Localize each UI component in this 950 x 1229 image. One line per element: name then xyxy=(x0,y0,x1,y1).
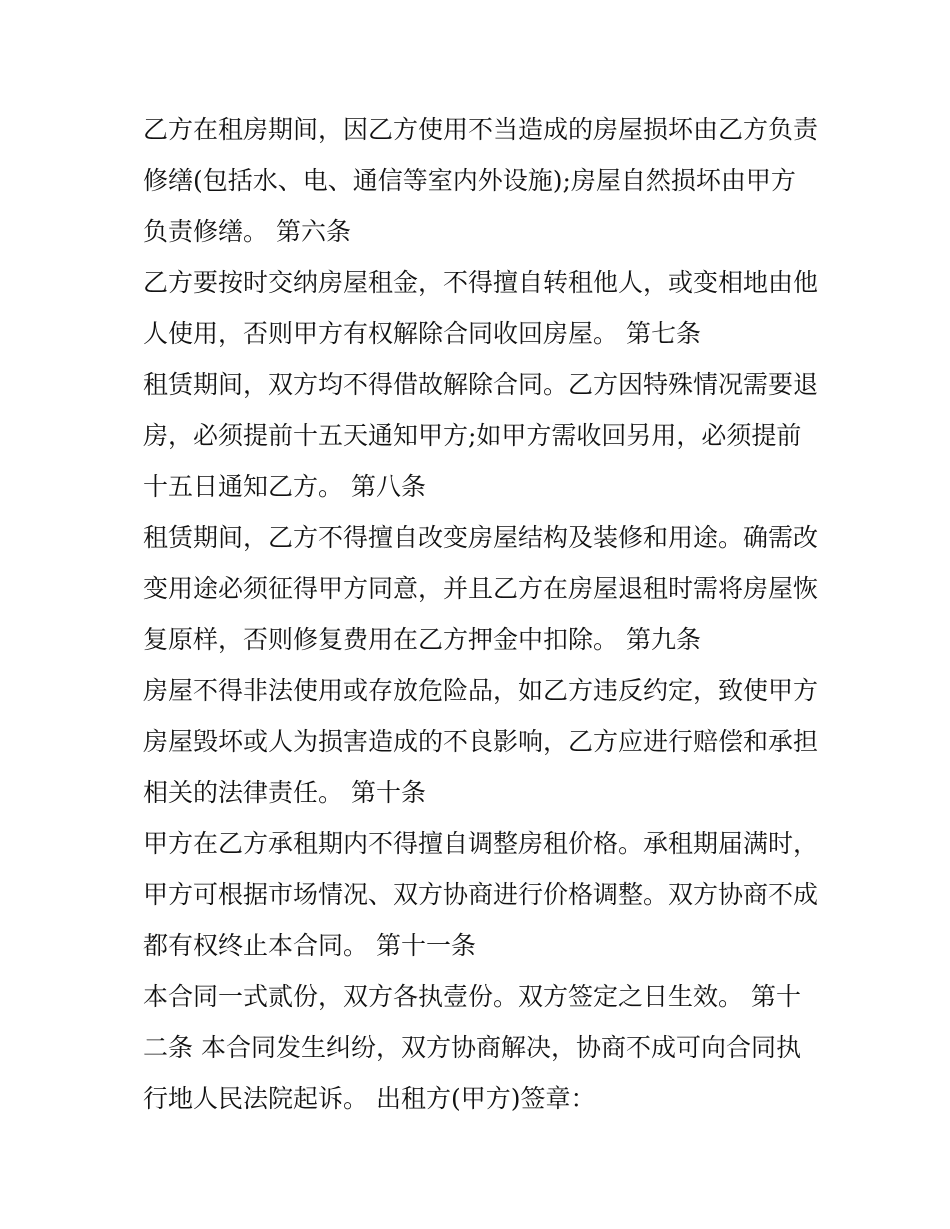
text-line: 修缮(包括水、电、通信等室内外设施);房屋自然损坏由甲方 xyxy=(143,166,796,195)
text-line: 二条 本合同发生纠纷，双方协商解决，协商不成可向合同执 xyxy=(143,1033,801,1062)
text-line: 本合同一式贰份，双方各执壹份。双方签定之日生效。 第十 xyxy=(143,982,801,1011)
text-line: 十五日通知乙方。 第八条 xyxy=(143,472,426,501)
text-line: 变用途必须征得甲方同意，并且乙方在房屋退租时需将房屋恢 xyxy=(143,574,819,603)
text-line: 租赁期间，乙方不得擅自改变房屋结构及装修和用途。确需改 xyxy=(143,523,819,552)
text-line: 房屋不得非法使用或存放危险品，如乙方违反约定，致使甲方 xyxy=(143,676,819,705)
text-line: 房，必须提前十五天通知甲方;如甲方需收回另用，必须提前 xyxy=(143,421,802,450)
text-line: 复原样，否则修复费用在乙方押金中扣除。 第九条 xyxy=(143,625,701,654)
text-line: 甲方可根据市场情况、双方协商进行价格调整。双方协商不成 xyxy=(143,880,819,909)
text-line: 相关的法律责任。 第十条 xyxy=(143,778,426,807)
text-line: 行地人民法院起诉。 出租方(甲方)签章： xyxy=(143,1084,596,1113)
text-line: 乙方要按时交纳房屋租金，不得擅自转租他人，或变相地由他 xyxy=(143,268,819,297)
text-line: 租赁期间，双方均不得借故解除合同。乙方因特殊情况需要退 xyxy=(143,370,819,399)
text-line: 都有权终止本合同。 第十一条 xyxy=(143,931,476,960)
text-line: 房屋毁坏或人为损害造成的不良影响，乙方应进行赔偿和承担 xyxy=(143,727,819,756)
text-line: 甲方在乙方承租期内不得擅自调整房租价格。承租期届满时， xyxy=(143,829,819,858)
text-line: 乙方在租房期间，因乙方使用不当造成的房屋损坏由乙方负责 xyxy=(143,115,819,144)
text-line: 人使用，否则甲方有权解除合同收回房屋。 第七条 xyxy=(143,319,701,348)
text-line: 负责修缮。 第六条 xyxy=(143,217,351,246)
contract-body-text xyxy=(143,104,823,1124)
